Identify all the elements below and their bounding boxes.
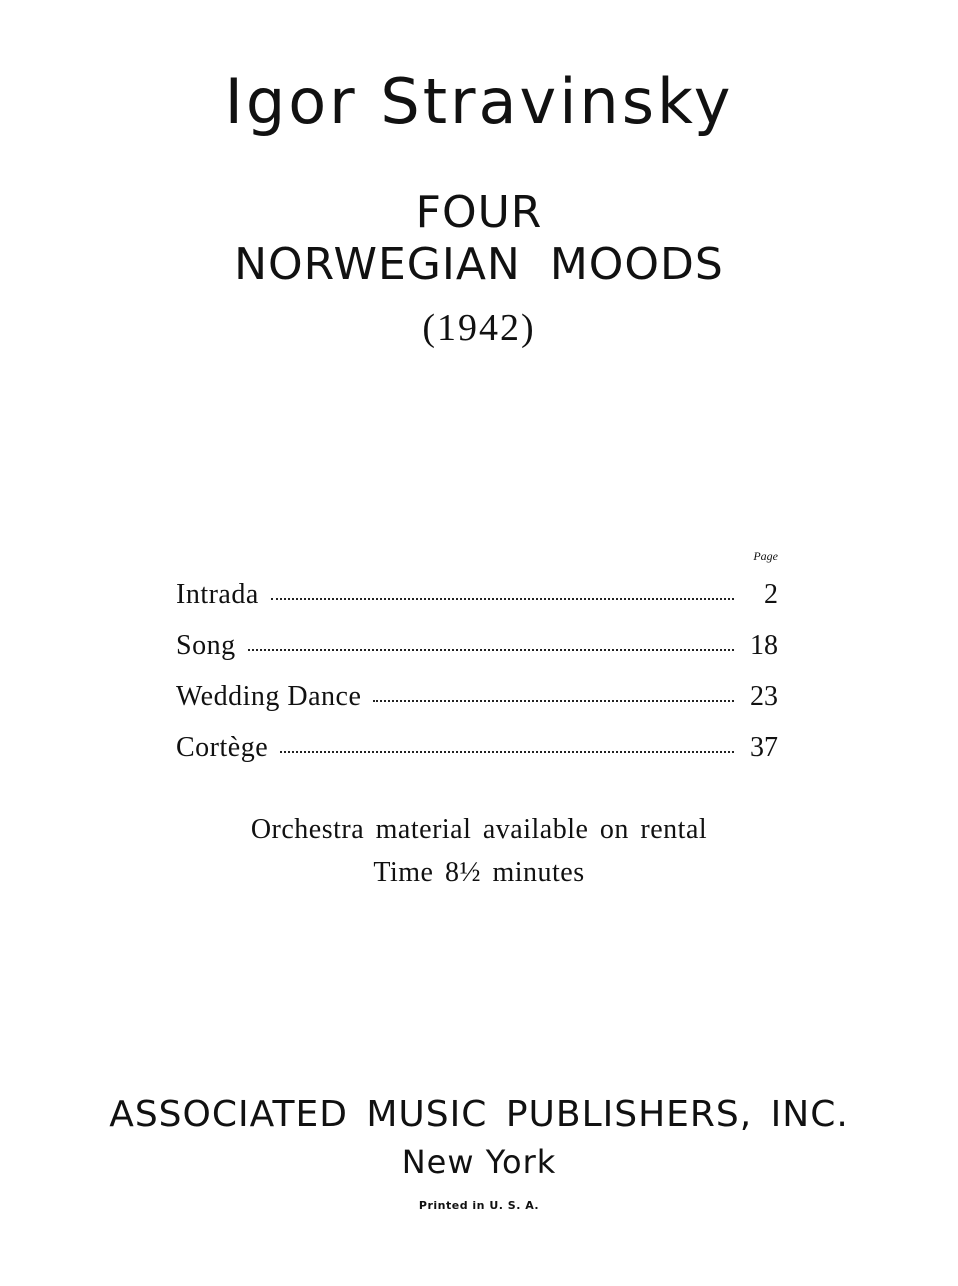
movement-title: Song [176,630,236,661]
work-title-line-1: FOUR [415,187,543,238]
duration-note: Time 8½ minutes [373,857,585,888]
composer-name: Igor Stravinsky [224,65,734,138]
movement-title: Intrada [176,579,259,610]
movement-page-number: 23 [750,681,778,712]
movement-title: Wedding Dance [176,681,362,712]
table-of-contents [176,576,778,780]
contents-page-header: Page [753,549,778,563]
movement-page-number: 37 [750,732,778,763]
contents-row [176,678,778,729]
work-title-line-2: NORWEGIAN MOODS [234,239,724,290]
movement-page-number: 2 [764,579,778,610]
movement-page-number: 18 [750,630,778,661]
dot-leader [280,751,734,753]
dot-leader [373,700,734,702]
contents-row [176,729,778,780]
rental-note: Orchestra material available on rental [250,814,708,845]
dot-leader [271,598,734,600]
contents-row [176,576,778,627]
contents-row [176,627,778,678]
publisher-name: ASSOCIATED MUSIC PUBLISHERS, INC. [109,1094,849,1135]
printed-in-note: Printed in U. S. A. [418,1199,540,1212]
composition-year: (1942) [422,307,536,349]
movement-title: Cortège [176,732,269,763]
publisher-city: New York [401,1143,557,1181]
dot-leader [248,649,734,651]
